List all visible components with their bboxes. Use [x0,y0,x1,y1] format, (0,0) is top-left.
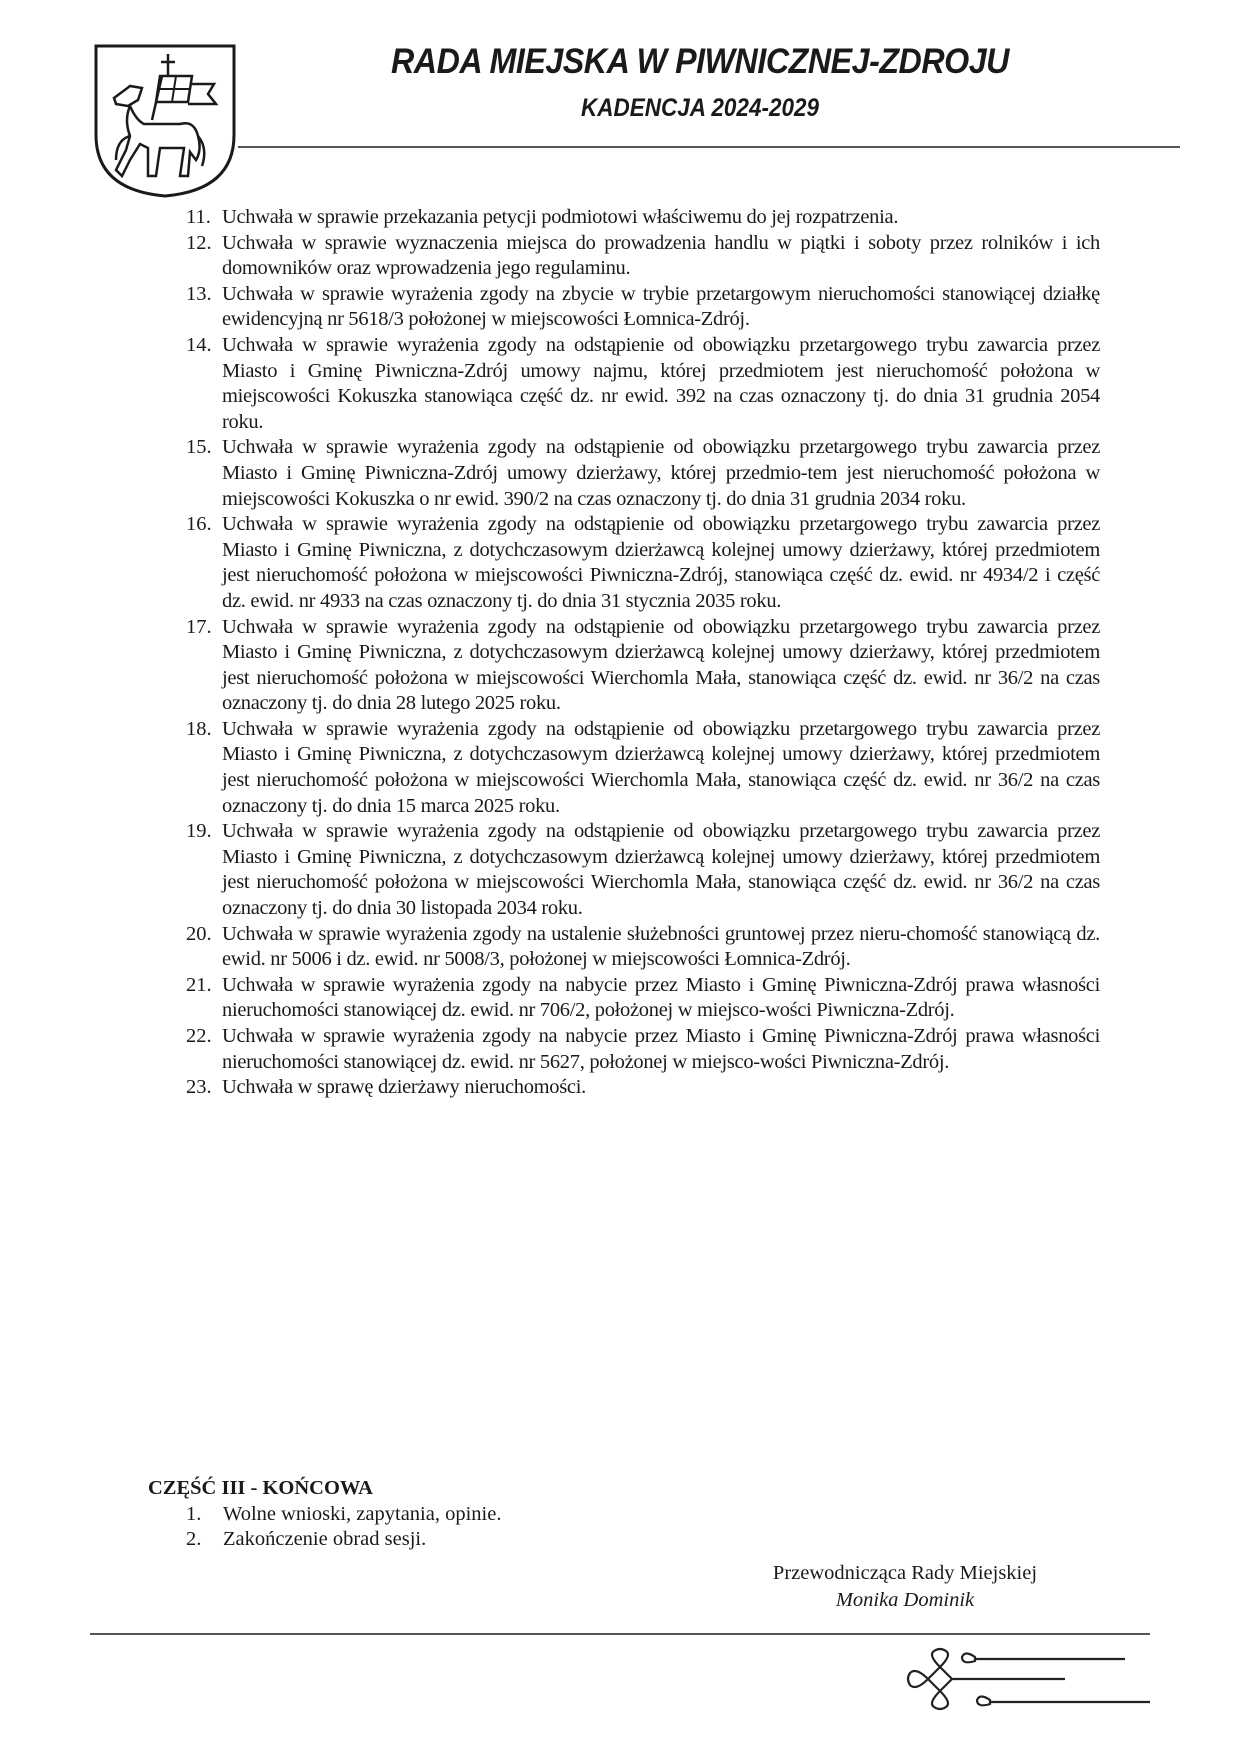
item-text: Uchwała w sprawie wyrażenia zgody na nabycie przez Miasto i Gminę Piwniczna-Zdrój prawa własności nieruchomości stanowiącej dz. ewid. nr 706/2, położonej w miejsco-wości Piwniczna-Zdrój. [222,973,1100,1022]
final-section [148,1476,1048,1553]
section-title: CZĘŚĆ III - KOŃCOWA [148,1477,373,1499]
item-number: 1. [186,1502,202,1525]
item-text: Uchwała w sprawę dzierżawy nieruchomości. [222,1076,586,1099]
agenda-item [186,512,1100,614]
item-number: 12. [186,231,212,254]
agenda-list [186,205,1100,1101]
agenda-item [186,922,1100,973]
item-text: Uchwała w sprawie wyrażenia zgody na odstąpienie od obowiązku przetargowego trybu zawarcia przez Miasto i Gminę Piwniczna-Zdrój umowy dzierżawy, której przedmio-tem jest nieruchomość położona w miejscowości Kokuszka o nr ewid. 390/2 na czas oznaczony tj. do dnia 31 grudnia 2034 roku. [222,436,1100,510]
item-number: 15. [186,436,212,459]
decorative-ornament-icon [890,1645,1150,1720]
agenda-item [186,819,1100,921]
item-number: 19. [186,820,212,843]
item-number: 13. [186,282,212,305]
item-text: Uchwała w sprawie wyrażenia zgody na ustalenie służebności gruntowej przez nieru-chomość stanowiącą dz. ewid. nr 5006 i dz. ewid. nr 5008/3, położonej w miejscowości Łomnica-Zdrój. [222,922,1100,971]
agenda-item [186,1075,1100,1101]
item-text: Uchwała w sprawie wyznaczenia miejsca do prowadzenia handlu w piątki i soboty przez rolników i ich domowników oraz wprowadzenia jego regulaminu. [222,231,1100,280]
item-number: 23. [186,1076,212,1099]
item-number: 16. [186,513,212,536]
item-text: Uchwała w sprawie wyrażenia zgody na odstąpienie od obowiązku przetargowego trybu zawarcia przez Miasto i Gminę Piwniczna, z dotychczasowym dzierżawcą kolejnej umowy dzierżawy, której przedmiotem jest nieruchomość położona w miejscowości Wierchomla Mała, stanowiąca część dz. ewid. nr 36/2 na czas oznaczony tj. do dnia 15 marca 2025 roku. [222,717,1100,817]
signatory-role: Przewodnicząca Rady Miejskiej [772,1562,1038,1584]
signature-block [720,1560,1090,1614]
item-text: Uchwała w sprawie wyrażenia zgody na zbycie w trybie przetargowym nieruchomości stanowiącej działkę ewidencyjną nr 5618/3 położonej w miejscowości Łomnica-Zdrój. [222,282,1100,331]
item-number: 2. [186,1528,202,1551]
item-number: 14. [186,333,212,356]
term-subtitle: KADENCJA 2024-2029 [580,94,820,122]
agenda-item [186,231,1100,282]
agenda-item [186,282,1100,333]
footer-divider [90,1633,1150,1635]
header-divider [238,146,1180,148]
item-text: Uchwała w sprawie wyrażenia zgody na odstąpienie od obowiązku przetargowego trybu zawarcia przez Miasto i Gminę Piwniczna, z dotychczasowym dzierżawcą kolejnej umowy dzierżawy, której przedmiotem jest nieruchomość położona w miejscowości Wierchomla Mała, stanowiąca część dz. ewid. nr 36/2 na czas oznaczony tj. do dnia 30 listopada 2034 roku. [222,820,1100,920]
item-number: 20. [186,922,212,945]
item-text: Uchwała w sprawie wyrażenia zgody na odstąpienie od obowiązku przetargowego trybu zawarcia przez Miasto i Gminę Piwniczna, z dotychczasowym dzierżawcą kolejnej umowy dzierżawy, której przedmiotem jest nieruchomość położona w miejscowości Piwniczna-Zdrój, stanowiąca część dz. ewid. nr 4934/2 i część dz. ewid. nr 4933 na czas oznaczony tj. do dnia 31 stycznia 2035 roku. [222,513,1100,612]
agenda-item [186,717,1100,819]
agenda-item [186,1024,1100,1075]
item-text: Zakończenie obrad sesji. [223,1528,427,1551]
item-number: 21. [186,973,212,996]
agenda-item [186,435,1100,512]
item-text: Uchwała w sprawie wyrażenia zgody na odstąpienie od obowiązku przetargowego trybu zawarcia przez Miasto i Gminę Piwniczna-Zdrój umowy najmu, której przedmiotem jest nieruchomość położona w miejscowości Kokuszka stanowiąca część dz. nr ewid. 392 na czas oznaczony tj. do dnia 31 grudnia 2054 roku. [222,333,1100,433]
agenda-item [186,205,1100,231]
item-number: 17. [186,615,212,638]
council-title: RADA MIEJSKA W PIWNICZNEJ-ZDROJU [391,42,1009,81]
list-item [148,1527,1048,1553]
item-text: Uchwała w sprawie wyrażenia zgody na odstąpienie od obowiązku przetargowego trybu zawarcia przez Miasto i Gminę Piwniczna, z dotychczasowym dzierżawcą kolejnej umowy dzierżawy, której przedmiotem jest nieruchomość położona w miejscowości Wierchomla Mała, stanowiąca część dz. ewid. nr 36/2 na czas oznaczony tj. do dnia 28 lutego 2025 roku. [222,615,1100,715]
agenda-item [186,973,1100,1024]
signatory-name: Monika Dominik [835,1589,975,1611]
item-text: Uchwała w sprawie przekazania petycji podmiotowi właściwemu do jej rozpatrzenia. [222,206,899,228]
item-number: 11. [186,206,211,228]
agenda-item [186,333,1100,435]
agenda-item [186,615,1100,717]
list-item [148,1502,1048,1528]
item-number: 22. [186,1025,212,1047]
item-text: Uchwała w sprawie wyrażenia zgody na nabycie przez Miasto i Gminę Piwniczna-Zdrój prawa własności nieruchomości stanowiącej dz. ewid. nr 5627, położonej w miejsco-wości Piwniczna-Zdrój. [222,1025,1100,1073]
item-number: 18. [186,717,212,740]
item-text: Wolne wnioski, zapytania, opinie. [223,1502,502,1525]
coat-of-arms-icon [90,40,240,200]
